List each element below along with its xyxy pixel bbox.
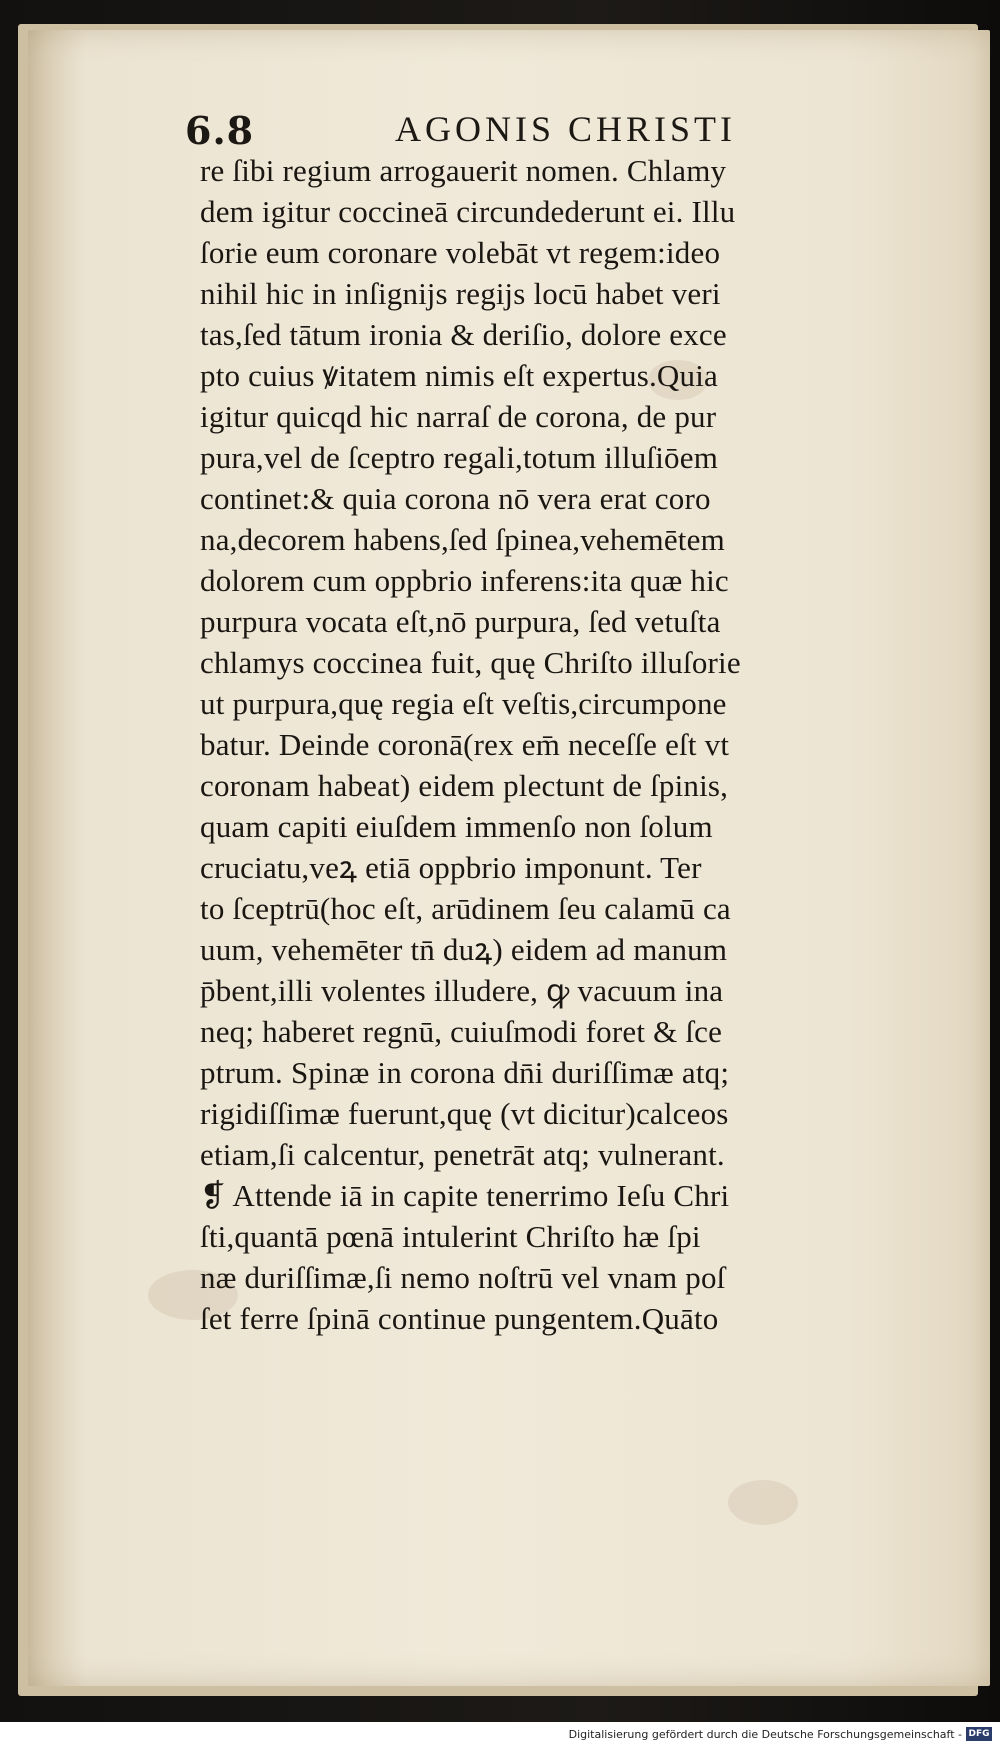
text-line: to ſceptrū(hoc eſt, arūdinem ſeu calamū ca	[200, 891, 731, 926]
text-line: cruciatu,veꝝ etiā oppbrio imponunt. Ter	[200, 850, 702, 885]
text-line: uum, vehemēter tn̄ duꝝ) eidem ad manum	[200, 932, 728, 967]
page-number: 6.8	[185, 108, 255, 153]
running-title: AGONIS CHRISTI	[395, 109, 737, 149]
text-line: quam capiti eiuſdem immenſo non ſolum	[200, 809, 713, 844]
text-line: ❡ Attende iā in capite tenerrimo Ieſu Chri	[200, 1178, 730, 1213]
digitization-credit: Digitalisierung gefördert durch die Deutsche Forschungsgemeinschaft -	[568, 1728, 962, 1741]
text-line: etiam,ſi calcentur, penetrāt atq; vulnerant.	[200, 1137, 725, 1172]
text-line: ſti,quantā pœnā intulerint Chriſto hæ ſpi	[200, 1219, 701, 1254]
text-line: rigidiſſimæ fuerunt,quę (vt dicitur)calceos	[200, 1096, 729, 1131]
text-line: neq; haberet regnū, cuiuſmodi foret & ſce	[200, 1014, 723, 1049]
paper-stain	[728, 1480, 798, 1525]
text-line: pto cuius ꝟitatem nimis eſt expertus.Quia	[200, 358, 718, 393]
text-line: ſorie eum coronare volebāt vt regem:ideo	[200, 235, 721, 270]
text-line: dolorem cum oppbrio inferens:ita quæ hic	[200, 563, 729, 598]
text-line: igitur quicqd hic narraſ de corona, de pur	[200, 399, 717, 434]
body-text	[200, 150, 840, 1339]
text-line: purpura vocata eſt,nō purpura, ſed vetuſta	[200, 604, 721, 639]
text-line: re ſibi regium arrogauerit nomen. Chlamy	[200, 153, 727, 188]
text-line: batur. Deinde coronā(rex em̄ neceſſe eſt vt	[200, 727, 730, 762]
text-line: nihil hic in inſignĳs regĳs locū habet veri	[200, 276, 721, 311]
text-line: coronam habeat) eidem plectunt de ſpinis,	[200, 768, 729, 803]
text-line: dem igitur coccineā circundederunt ei. Illu	[200, 194, 736, 229]
text-line: chlamys coccinea fuit, quę Chriſto illuſorie	[200, 645, 741, 680]
text-line: næ duriſſimæ,ſi nemo noſtrū vel vnam poſ	[200, 1260, 726, 1295]
dfg-logo: DFG	[966, 1727, 992, 1741]
text-line: continet:& quia corona nō vera erat coro	[200, 481, 711, 516]
text-line: ptrum. Spinæ in corona dn̄i duriſſimæ atq;	[200, 1055, 730, 1090]
text-line: tas,ſed tātum ironia & deriſio, dolore exce	[200, 317, 727, 352]
text-line: ſet ferre ſpinā continue pungentem.Quāto	[200, 1301, 719, 1336]
text-line: na,decorem habens,ſed ſpinea,vehemētem	[200, 522, 725, 557]
text-line: pura,vel de ſceptro regali,totum illuſiōem	[200, 440, 719, 475]
text-line: ut purpura,quę regia eſt veſtis,circumpone	[200, 686, 727, 721]
text-line: p̄bent,illi volentes illudere, ꝙ vacuum ina	[200, 973, 724, 1008]
